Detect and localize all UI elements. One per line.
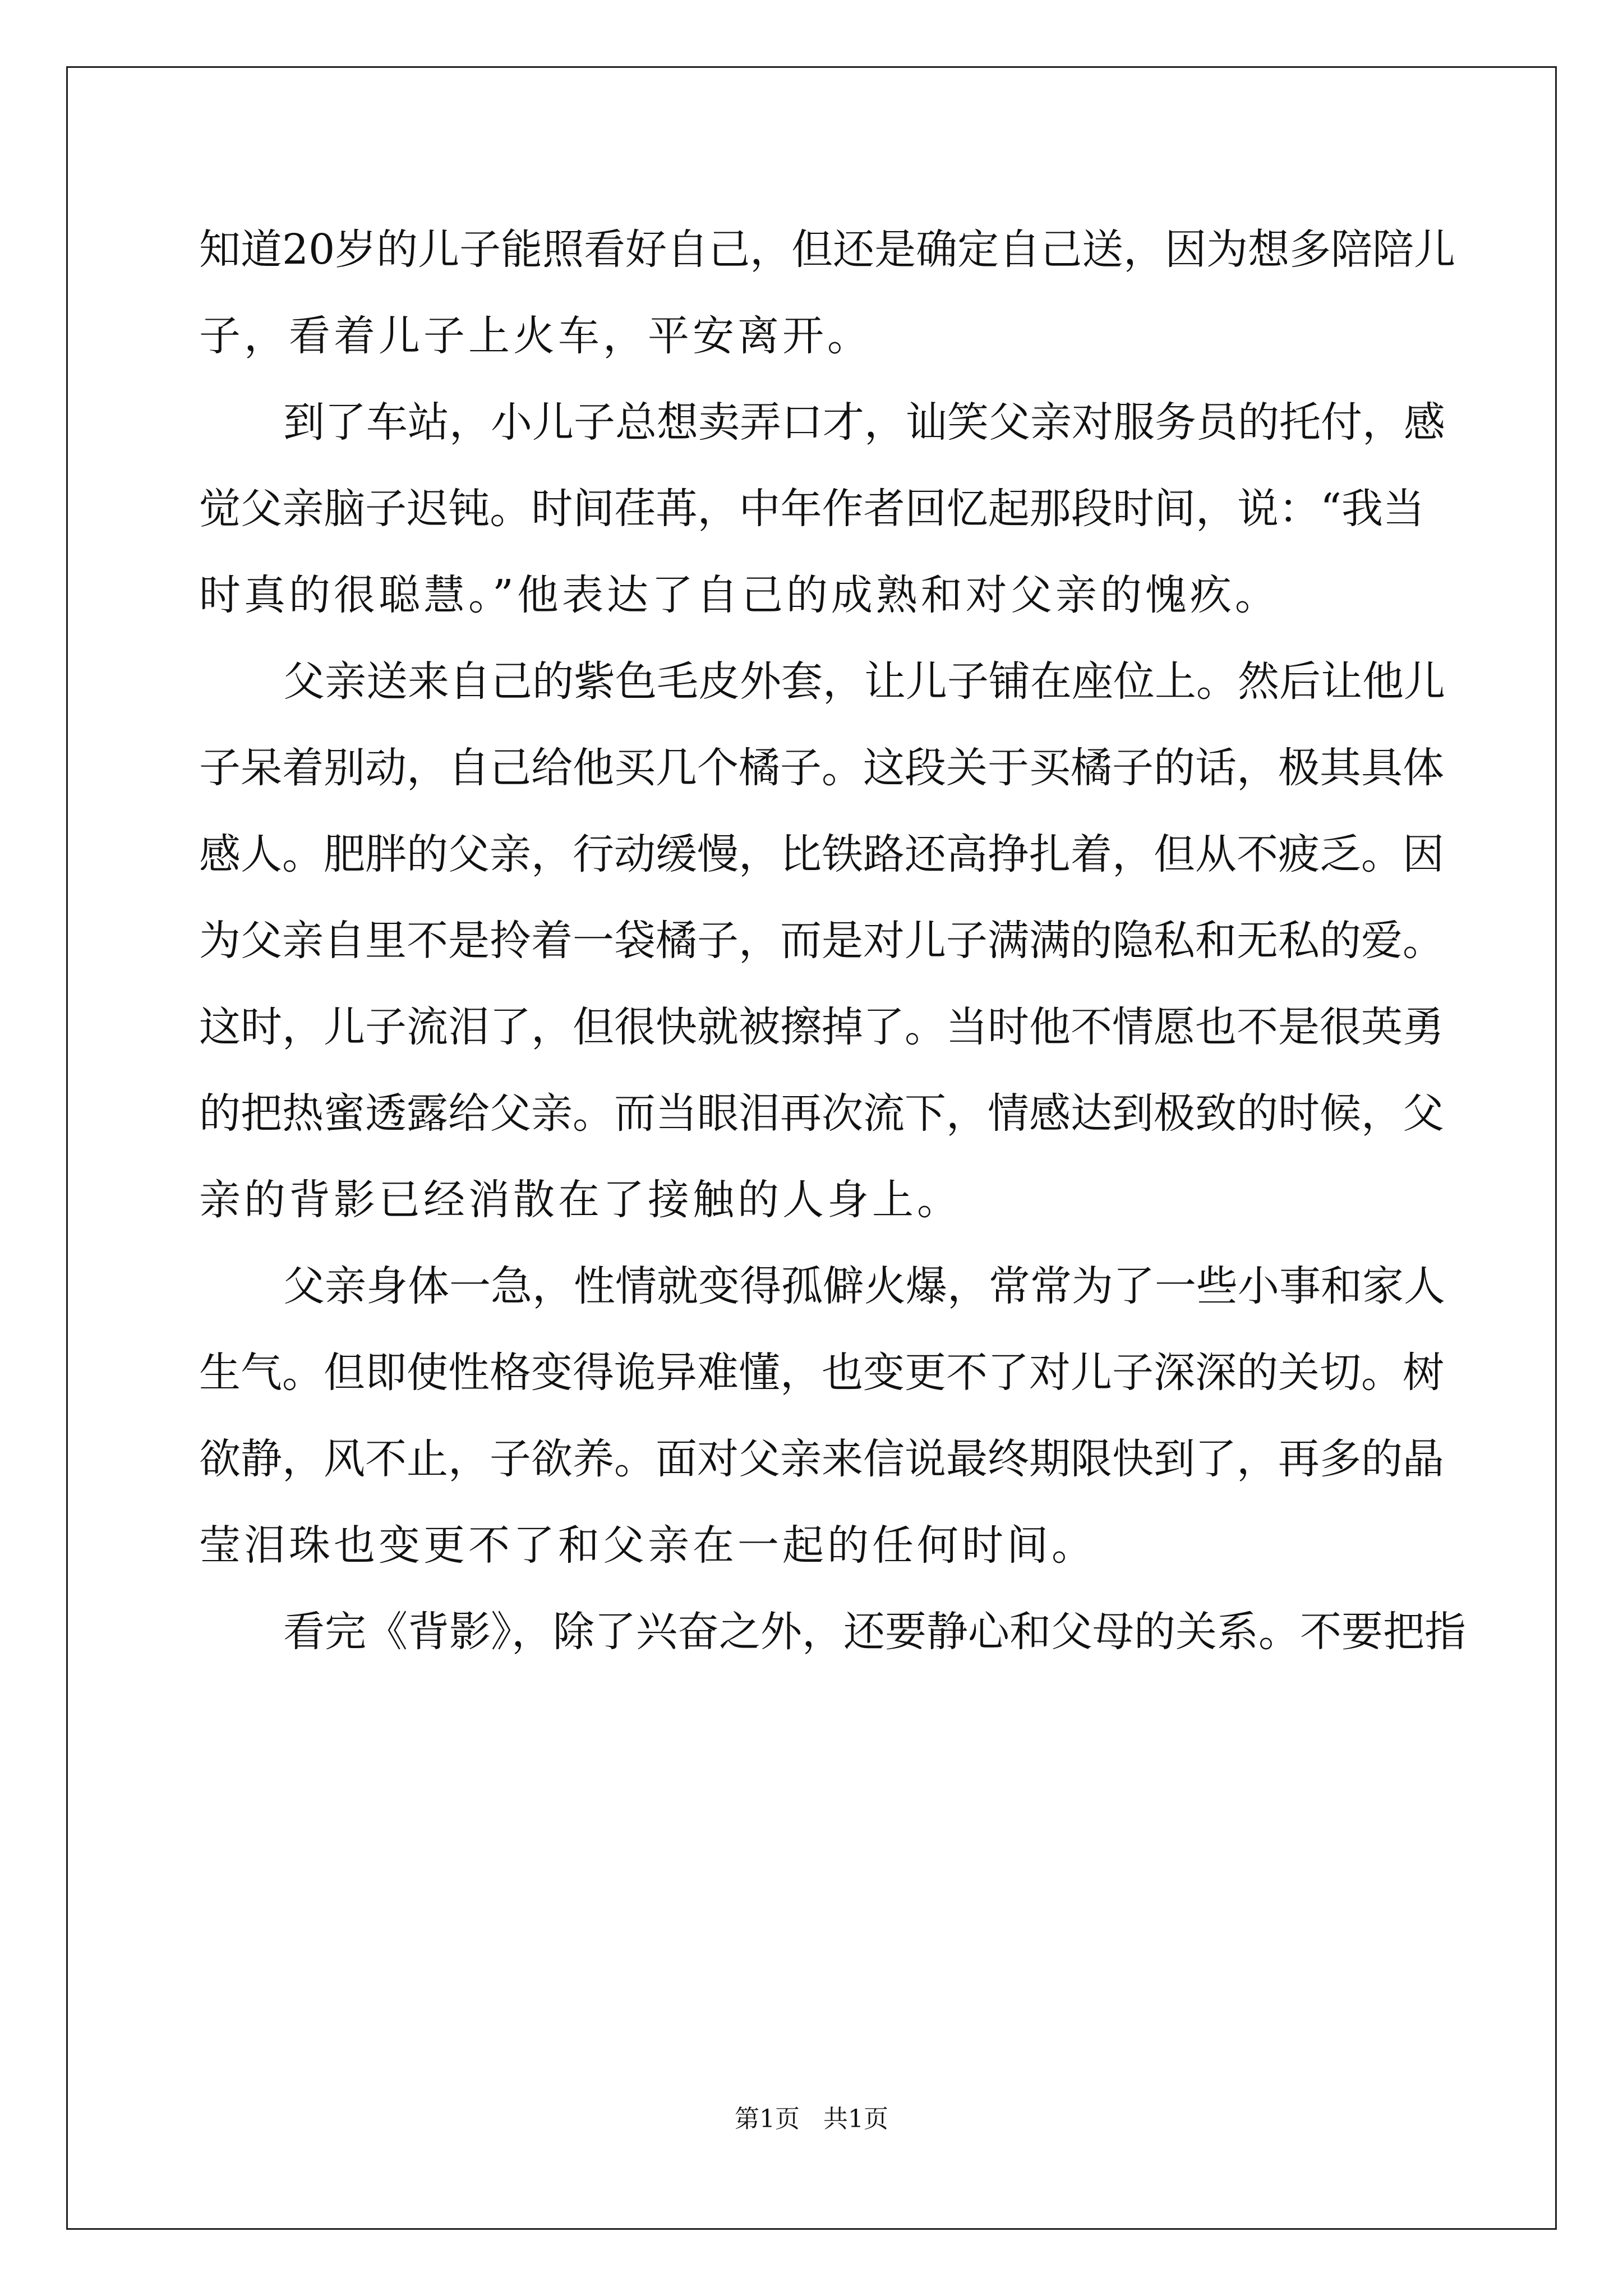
text-line: 子，看着儿子上火车，平安离开。 — [199, 312, 872, 360]
text-line: 时真的很聪慧。”他表达了自己的成熟和对父亲的愧疚。 — [199, 571, 1280, 619]
text-line: 的把热蜜透露给父亲。而当眼泪再次流下，情感达到极致的时候，父 — [199, 1089, 1444, 1138]
paragraph-first-line: 父亲身体一急，性情就变得孤僻火爆，常常为了一些小事和家人 — [283, 1262, 1445, 1310]
text-line: 亲的背影已经消散在了接触的人身上。 — [199, 1176, 962, 1224]
text-line: 为父亲自里不是拎着一袋橘子，而是对儿子满满的隐私和无私的爱。 — [199, 917, 1444, 965]
text-line: 这时，儿子流泪了，但很快就被擦掉了。当时他不情愿也不是很英勇 — [199, 1003, 1444, 1051]
text-line: 子呆着别动，自己给他买几个橘子。这段关于买橘子的话，极其具体 — [199, 744, 1444, 792]
paragraph-first-line: 父亲送来自己的紫色毛皮外套，让儿子铺在座位上。然后让他儿 — [283, 657, 1445, 706]
page-number-footer: 第1页 共1页 — [735, 2105, 888, 2133]
text-line: 觉父亲脑子迟钝。时间荏苒，中年作者回忆起那段时间，说：“我当 — [199, 485, 1424, 533]
text-line: 莹泪珠也变更不了和父亲在一起的任何时间。 — [199, 1521, 1096, 1570]
text-line: 感人。肥胖的父亲，行动缓慢，比铁路还高挣扎着，但从不疲乏。因 — [199, 830, 1444, 878]
document-body — [199, 206, 1466, 1675]
text-line: 知道20岁的儿子能照看好自己，但还是确定自己送，因为想多陪陪儿 — [199, 226, 1456, 274]
paragraph-first-line: 到了车站，小儿子总想卖弄口才，讪笑父亲对服务员的托付，感 — [283, 398, 1445, 447]
text-line: 欲静，风不止，子欲养。面对父亲来信说最终期限快到了，再多的晶 — [199, 1435, 1444, 1483]
paragraph-first-line: 看完《背影》，除了兴奋之外，还要静心和父母的关系。不要把指 — [283, 1608, 1466, 1656]
text-line: 生气。但即使性格变得诡异难懂，也变更不了对儿子深深的关切。树 — [199, 1349, 1444, 1397]
